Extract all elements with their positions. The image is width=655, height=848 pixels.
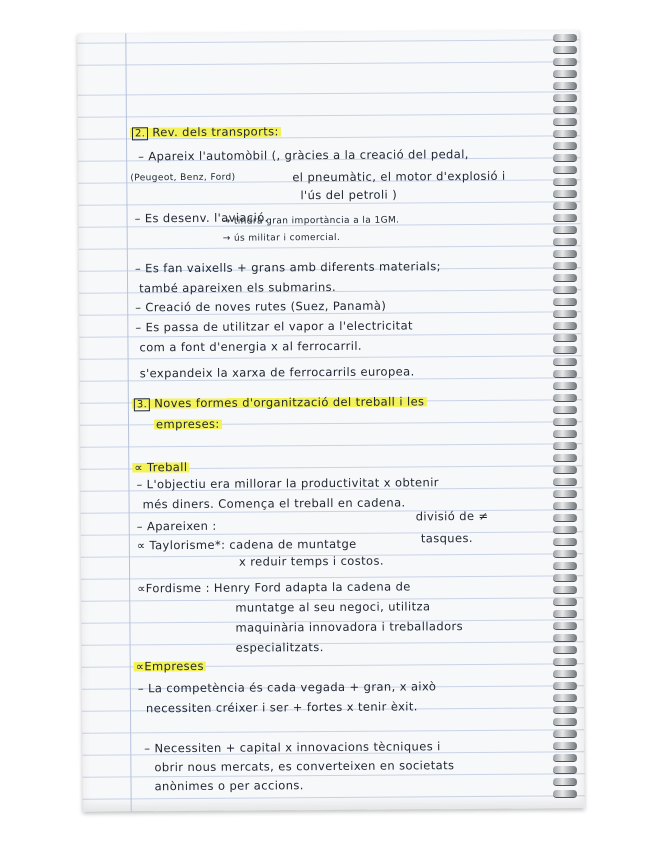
spiral-ring bbox=[553, 190, 577, 197]
spiral-ring bbox=[553, 754, 577, 761]
note-line: – La competència és cada vegada + gran, x això bbox=[137, 679, 437, 696]
spiral-ring bbox=[553, 514, 577, 521]
note-line: – L'objectiu era millorar la productivitat x obtenir bbox=[136, 475, 439, 492]
spiral-ring bbox=[553, 382, 577, 389]
spiral-ring bbox=[553, 250, 577, 257]
spiral-ring bbox=[553, 298, 577, 305]
heading-2 bbox=[130, 124, 281, 139]
spiral-ring bbox=[553, 238, 577, 245]
spiral-ring bbox=[553, 598, 577, 605]
spiral-ring bbox=[553, 322, 577, 329]
note-line: ∝Fordisme : Henry Ford adapta la cadena de bbox=[137, 579, 411, 596]
spiral-ring bbox=[553, 538, 577, 545]
spiral-ring bbox=[553, 178, 577, 185]
spiral-ring bbox=[553, 622, 577, 629]
spiral-ring bbox=[553, 70, 577, 77]
spiral-ring bbox=[553, 730, 577, 737]
spiral-ring bbox=[553, 502, 577, 509]
spiral-ring bbox=[553, 394, 577, 401]
spiral-ring bbox=[553, 466, 577, 473]
margin-line bbox=[125, 33, 131, 811]
spiral-ring bbox=[553, 778, 577, 785]
spiral-ring bbox=[553, 718, 577, 725]
spiral-ring bbox=[553, 670, 577, 677]
spiral-ring bbox=[553, 202, 577, 209]
note-line: el pneumàtic, el motor d'explosió i bbox=[292, 168, 506, 185]
note-line: – Apareixen : bbox=[136, 518, 217, 534]
spiral-ring bbox=[553, 658, 577, 665]
spiral-ring bbox=[553, 766, 577, 773]
spiral-ring bbox=[553, 226, 577, 233]
spiral-ring bbox=[553, 118, 577, 125]
spiral-ring bbox=[553, 574, 577, 581]
note-line: – Apareix l'automòbil (, gràcies a la creació del pedal, bbox=[138, 147, 469, 164]
note-line: – Necessiten + capital x innovacions tècniques i bbox=[144, 739, 441, 756]
spiral-ring bbox=[553, 106, 577, 113]
spiral-ring bbox=[553, 550, 577, 557]
notebook-page bbox=[77, 30, 584, 811]
spiral-ring bbox=[553, 682, 577, 689]
spiral-ring bbox=[553, 490, 577, 497]
spiral-ring bbox=[553, 214, 577, 221]
spiral-ring bbox=[553, 562, 577, 569]
note-line: ∝ Taylorisme*: cadena de muntatge bbox=[136, 536, 357, 553]
section-number: 3. bbox=[134, 398, 150, 411]
note-line: obrir nous mercats, es converteixen en societats bbox=[154, 758, 455, 775]
heading-3 bbox=[132, 394, 427, 410]
spiral-ring bbox=[553, 274, 577, 281]
note-line: especialitzats. bbox=[235, 640, 324, 655]
spiral-ring bbox=[553, 82, 577, 89]
note-line: (Peugeot, Benz, Ford) bbox=[130, 172, 236, 184]
note-line: més diners. Comença el treball en cadena. bbox=[142, 495, 406, 512]
spiral-ring bbox=[553, 478, 577, 485]
note-line: → tindrà gran importància a la 1GM. bbox=[222, 215, 400, 227]
spiral-ring bbox=[553, 142, 577, 149]
note-line: necessiten créixer i ser + fortes x tenir èxit. bbox=[145, 699, 418, 716]
note-line: també apareixen els submarins. bbox=[139, 279, 337, 296]
note-line: x reduir temps i costos. bbox=[238, 553, 384, 569]
spiral-ring bbox=[553, 790, 577, 797]
spiral-ring bbox=[553, 46, 577, 53]
section-title-cont: empreses: bbox=[155, 416, 220, 432]
spiral-ring bbox=[553, 634, 577, 641]
note-line: tasques. bbox=[420, 531, 473, 546]
note-line: com a font d'energia x al ferrocarril. bbox=[139, 338, 363, 355]
spiral-ring bbox=[553, 706, 577, 713]
note-line: → ús militar i comercial. bbox=[222, 232, 341, 244]
spiral-ring bbox=[553, 286, 577, 293]
note-line: muntatge al seu negoci, utilitza bbox=[235, 599, 431, 615]
section-title: Noves formes d'organització del treball i les bbox=[154, 394, 425, 411]
spiral-ring bbox=[553, 370, 577, 377]
note-line: divisió de ≠ bbox=[415, 508, 489, 524]
note-line: – Es fan vaixells + grans amb diferents materials; bbox=[134, 259, 441, 276]
spiral-ring bbox=[553, 406, 577, 413]
spiral-ring bbox=[553, 742, 577, 749]
spiral-ring bbox=[553, 454, 577, 461]
spiral-binding bbox=[545, 34, 585, 804]
spiral-ring bbox=[553, 34, 577, 41]
spiral-ring bbox=[553, 646, 577, 653]
spiral-ring bbox=[553, 334, 577, 341]
spiral-ring bbox=[553, 310, 577, 317]
note-line: – Creació de noves rutes (Suez, Panamà) bbox=[135, 298, 387, 315]
note-line: maquinària innovadora i treballadors bbox=[235, 619, 464, 635]
subheading-treball: ∝ Treball bbox=[134, 460, 188, 475]
spiral-ring bbox=[553, 346, 577, 353]
spiral-ring bbox=[553, 358, 577, 365]
spiral-ring bbox=[553, 586, 577, 593]
spiral-ring bbox=[553, 610, 577, 617]
spiral-ring bbox=[553, 262, 577, 269]
spiral-ring bbox=[553, 166, 577, 173]
spiral-ring bbox=[553, 442, 577, 449]
section-number: 2. bbox=[132, 127, 148, 140]
spiral-ring bbox=[553, 94, 577, 101]
note-line: – Es passa de utilitzar el vapor a l'electricitat bbox=[135, 318, 413, 335]
spiral-ring bbox=[553, 694, 577, 701]
section-title: Rev. dels transports: bbox=[152, 124, 279, 140]
subheading-empreses: ∝Empreses bbox=[135, 658, 204, 674]
spiral-ring bbox=[553, 58, 577, 65]
note-line: s'expandeix la xarxa de ferrocarrils europea. bbox=[139, 364, 415, 381]
note-line: l'ús del petroli ) bbox=[300, 187, 398, 203]
note-line: anònimes o per accions. bbox=[154, 778, 304, 794]
note-line: – Es desenv. l'aviació. bbox=[134, 210, 269, 226]
spiral-ring bbox=[553, 154, 577, 161]
spiral-ring bbox=[553, 418, 577, 425]
spiral-ring bbox=[553, 430, 577, 437]
spiral-ring bbox=[553, 130, 577, 137]
spiral-ring bbox=[553, 526, 577, 533]
